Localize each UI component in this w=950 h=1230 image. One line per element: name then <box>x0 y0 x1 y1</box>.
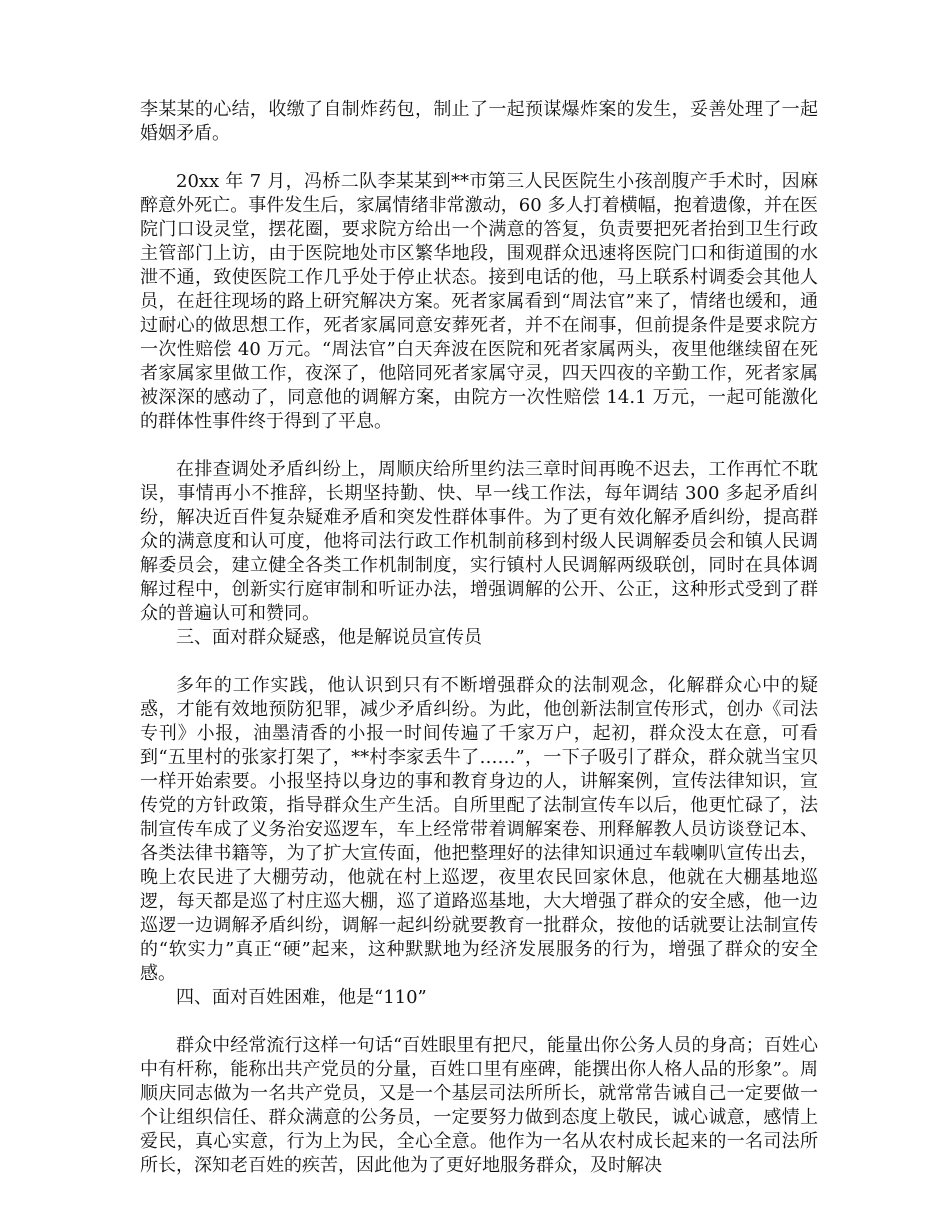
document-page <box>140 98 818 1178</box>
section-heading-3: 三、面对群众疑惑，他是解说员宣传员 <box>176 627 482 648</box>
paragraph-5: 群众中经常流行这样一句话“百姓眼里有把尺，能量出你公务人员的身高；百姓心中有杆称，能称出共产党员的分量，百姓口里有座碑，能撰出你人格人品的形象”。周顺庆同志做为一名共产党员，又是一个基层司法所所长，就常常告诫自己一定要做一个让组织信任、群众满意的公务员，一定要努力做到态度上敬民，诚心诚意，感情上爱民，真心实意，行为上为民，全心全意。他作为一名从农村成长起来的一名司法所所长，深知老百姓的疾苦，因此他为了更好地服务群众，及时解决 <box>140 1035 818 1176</box>
section-heading-4: 四、面对百姓困难，他是“110” <box>176 987 427 1008</box>
paragraph-4: 多年的工作实践，他认识到只有不断增强群众的法制观念，化解群众心中的疑惑，才能有效地预防犯罪，减少矛盾纠纷。为此，他创新法制宣传形式，创办《司法专刊》小报，油墨清香的小报一时间传遍了千家万户，起初，群众没太在意，可看到“五里村的张家打架了，**村李家丢牛了……”，一下子吸引了群众，群众就当宝贝一样开始索要。小报坚持以身边的事和教育身边的人，讲解案例，宣传法律知识，宣传党的方针政策，指导群众生产生活。自所里配了法制宣传车以后，他更忙碌了，法制宣传车成了义务治安巡逻车，车上经常带着调解案卷、刑释解教人员访谈登记本、各类法律书籍等，为了扩大宣传面，他把整理好的法律知识通过车载喇叭宣传出去，晚上农民进了大棚劳动，他就在村上巡逻，夜里农民回家休息，他就在大棚基地巡逻，每天都是巡了村庄巡大棚，巡了道路巡基地，大大增强了群众的安全感，他一边巡逻一边调解矛盾纠纷，调解一起纠纷就要教育一批群众，按他的话就要让法制宣传的“软实力”真正“硬”起来，这种默默地为经济发展服务的行为，增强了群众的安全感。 <box>140 675 818 984</box>
paragraph-1: 李某某的心结，收缴了自制炸药包，制止了一起预谋爆炸案的发生，妥善处理了一起婚姻矛盾。 <box>140 99 818 144</box>
paragraph-2: 20xx 年 7 月，冯桥二队李某某到**市第三人民医院生小孩剖腹产手术时，因麻醉意外死亡。事件发生后，家属情绪非常激动，60 多人打着横幅，抱着遗像，并在医院门口设灵堂，摆花圈，要求院方给出一个满意的答复，负责要把死者抬到卫生行政主管部门上访，由于医院地处市区繁华地段，围观群众迅速将医院门口和街道围的水泄不通，致使医院工作几乎处于停止状态。接到电话的他，马上联系村调委会其他人员，在赶往现场的路上研究解决方案。死者家属看到“周法官”来了，情绪也缓和，通过耐心的做思想工作，死者家属同意安葬死者，并不在闹事，但前提条件是要求院方一次性赔偿 40 万元。“周法官”白天奔波在医院和死者家属两头，夜里他继续留在死者家属家里做工作，夜深了，他陪同死者家属守灵，四天四夜的辛勤工作，死者家属被深深的感动了，同意他的调解方案，由院方一次性赔偿 14.1 万元，一起可能激化的群体性事件终于得到了平息。 <box>140 171 818 432</box>
paragraph-3: 在排查调处矛盾纠纷上，周顺庆给所里约法三章时间再晚不迟去，工作再忙不耽误，事情再小不推辞，长期坚持勤、快、早一线工作法，每年调结 300 多起矛盾纠纷，解决近百件复杂疑难矛盾和突发性群体事件。为了更有效化解矛盾纠纷，提高群众的满意度和认可度，他将司法行政工作机制前移到村级人民调解委员会和镇人民调解委员会，建立健全各类工作机制制度，实行镇村人民调解两级联创，同时在具体调解过程中，创新实行庭审制和听证办法，增强调解的公开、公正，这种形式受到了群众的普遍认可和赞同。 <box>140 459 818 624</box>
